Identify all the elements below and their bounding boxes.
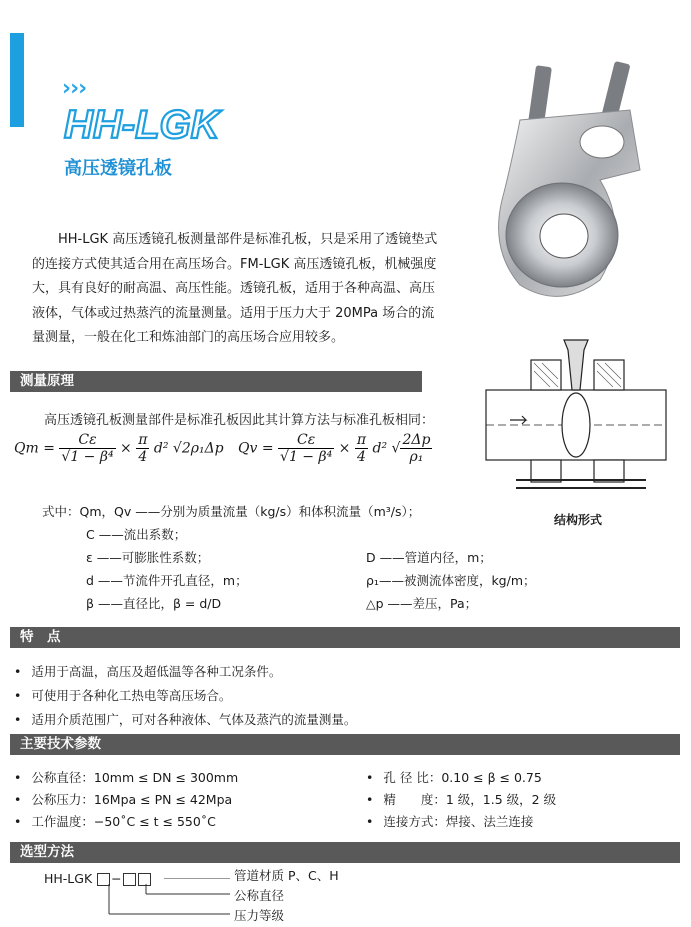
selection-label-material: 管道材质 P、C、H bbox=[234, 868, 339, 883]
product-photo bbox=[480, 60, 650, 310]
model-title-text: HH-LGK bbox=[64, 103, 220, 147]
spec-item: • 公称直径：10mm ≤ DN ≤ 300mm bbox=[14, 768, 238, 786]
qm-label: Qm bbox=[14, 440, 39, 457]
legend-item: D ——管道内径，m； bbox=[366, 550, 492, 565]
qv-tail-den: ρ₁ bbox=[409, 449, 424, 465]
qv-label: Qv bbox=[238, 440, 258, 457]
section-selection-header: 选型方法 bbox=[10, 842, 680, 863]
page-subtitle: 高压透镜孔板 bbox=[64, 158, 172, 179]
section-principle-header: 测量原理 bbox=[10, 371, 422, 392]
legend-item: ε ——可膨胀性系数； bbox=[86, 550, 210, 565]
formula-qv: Qv = $\frac{C\varepsilon}{\text{√1 − β⁴}}$ × $\frac{\pi}{4}$ d² √ $\frac{2\Delta p}{\text{ρ₁}}$ bbox=[238, 432, 431, 465]
qv-frac-den: √1 − β⁴ bbox=[280, 449, 333, 465]
formula-qm: Qm = $\frac{C\varepsilon}{\text{√1 − β⁴}}$ × $\frac{\pi}{4}$ d² √2ρ₁Δp bbox=[14, 432, 224, 465]
model-title bbox=[62, 100, 262, 150]
spec-item: • 精 度：1 级，1.5 级，2 级 bbox=[366, 790, 556, 808]
feature-item: • 适用介质范围广，可对各种液体、气体及蒸汽的流量测量。 bbox=[14, 710, 356, 728]
qv-frac-num: Cε bbox=[278, 432, 334, 449]
spec-item: • 孔 径 比：0.10 ≤ β ≤ 0.75 bbox=[366, 768, 542, 786]
selection-dash: − bbox=[111, 871, 122, 886]
intro-paragraph: HH-LGK 高压透镜孔板测量部件是标准孔板，只是采用了透镜垫式的连接方式使其适合用在高压场合。FM-LGK 高压透镜孔板，机械强度大，具有良好的耐高温、高压性能。透镜孔板，适用于各种高温、高压液体，气体或过热蒸汽的流量测量。适用于压力大于 20MPa 场合的流量测量，一般在化工和炼油部门的高压场合应用较多。 bbox=[32, 232, 438, 345]
qm-frac-den: √1 − β⁴ bbox=[61, 449, 114, 465]
qm-tail: d² √2ρ₁Δp bbox=[153, 440, 224, 457]
selection-label-pressure: 压力等级 bbox=[234, 908, 285, 923]
feature-item: • 适用于高温，高压及超低温等各种工况条件。 bbox=[14, 662, 281, 680]
accent-bar bbox=[10, 33, 24, 127]
selection-label-diameter: 公称直径 bbox=[234, 888, 285, 903]
qm-pi-num: π bbox=[138, 432, 148, 448]
spec-item: • 公称压力：16Mpa ≤ PN ≤ 42Mpa bbox=[14, 790, 232, 808]
chevrons-icon: ››› bbox=[62, 76, 87, 101]
qv-tail-num: 2Δp bbox=[402, 432, 431, 448]
selection-leader-lines bbox=[100, 878, 240, 922]
legend-item: d ——节流件开孔直径，m； bbox=[86, 573, 248, 588]
legend-item: △p ——差压，Pa； bbox=[366, 596, 478, 611]
qv-pi-num: π bbox=[356, 432, 367, 448]
feature-item: • 可使用于各种化工热电等高压场合。 bbox=[14, 686, 231, 704]
qv-pi-den: 4 bbox=[356, 449, 366, 465]
section-specs-header: 主要技术参数 bbox=[10, 734, 680, 755]
legend-intro: 式中：Qm，Qv ——分别为质量流量（kg/s）和体积流量（m³/s）； bbox=[42, 504, 421, 519]
structure-caption: 结构形式 bbox=[554, 513, 603, 527]
spec-item: • 连接方式：焊接、法兰连接 bbox=[366, 812, 533, 830]
spec-item: • 工作温度：−50˚C ≤ t ≤ 550˚C bbox=[14, 812, 216, 830]
section-features-header: 特 点 bbox=[10, 627, 680, 648]
selection-model: HH-LGK bbox=[44, 871, 93, 886]
legend-item: β ——直径比，β = d/D bbox=[86, 596, 222, 611]
legend-item: C ——流出系数； bbox=[86, 527, 187, 542]
legend-item: ρ₁——被测流体密度，kg/m； bbox=[366, 573, 536, 588]
qm-frac-num: Cε bbox=[59, 432, 115, 449]
principle-lead: 高压透镜孔板测量部件是标准孔板因此其计算方法与标准孔板相同： bbox=[44, 413, 435, 428]
structure-diagram bbox=[476, 330, 676, 510]
qm-pi-den: 4 bbox=[138, 449, 148, 465]
